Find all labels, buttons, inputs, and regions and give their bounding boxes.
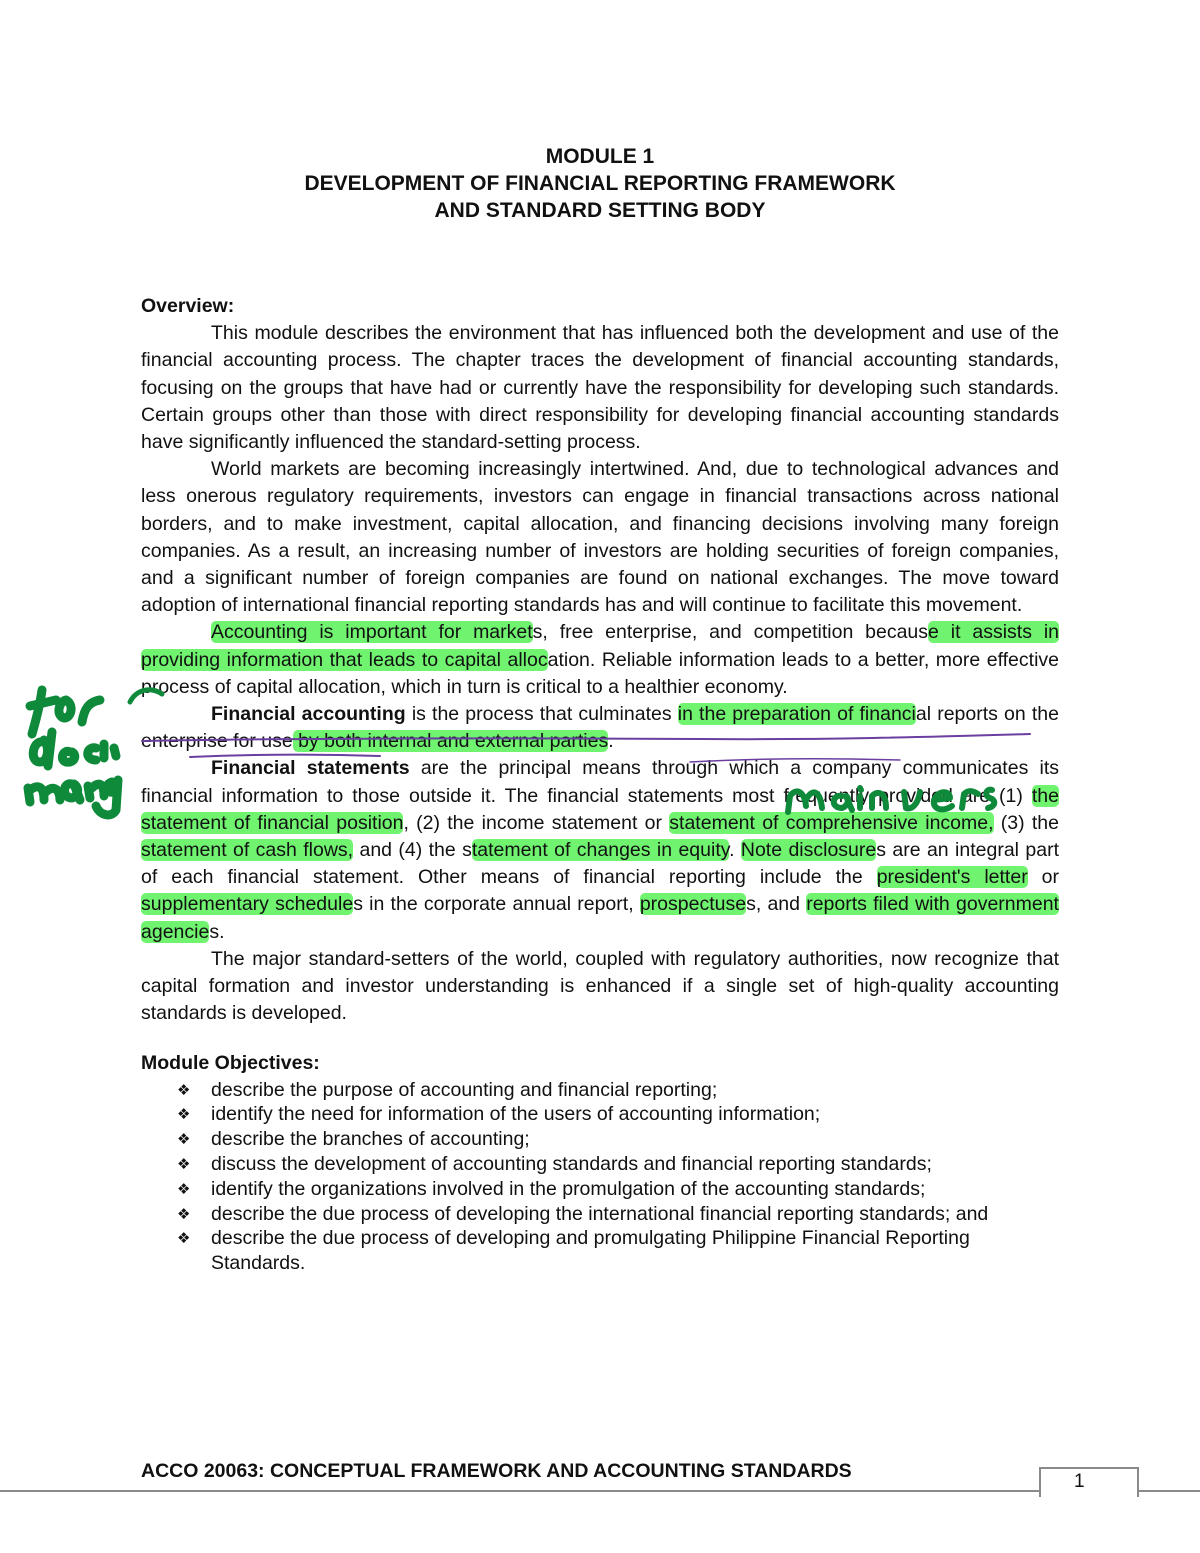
text-run: are the principal means through which a company communicates its financial information to those outside it. The financial statements most frequently provided are (1) <box>141 757 1059 807</box>
list-item <box>141 1226 1059 1276</box>
text-run: ation. Reliable information leads to a better, more effective process of capital allocation, which in turn is critical to a healthier economy. <box>141 648 1059 698</box>
objective-text: describe the branches of accounting; <box>211 1128 530 1151</box>
term-financial-statements: Financial statements <box>211 757 410 780</box>
text-run: and (4) the s <box>353 839 472 862</box>
text-run: s are an integral part of each financial statement. Other means of financial reporting include the <box>141 839 1059 889</box>
highlight: president's letter <box>876 866 1028 889</box>
highlight: e it assists in providing information that leads to capital alloc <box>141 621 1060 671</box>
document-title <box>0 143 1200 224</box>
overview-paragraph-5 <box>141 755 1059 945</box>
footer-rule <box>0 1490 1200 1492</box>
overview-paragraph-1: This module describes the environment that has influenced both the development and use of the financial accounting process. The chapter traces the development of financial accounting standards, focusing on the groups that have had or currently have the responsibility for developing such standards. Certain groups other than those with direct responsibility for developing financial accounting standards have significantly influenced the standard-setting process. <box>141 322 1059 454</box>
highlight: the statement of financial position <box>141 784 1059 834</box>
text-run: . <box>608 730 614 753</box>
highlight: Accounting is important for market <box>211 621 533 644</box>
term-financial-accounting: Financial accounting <box>211 703 406 726</box>
overview-paragraph-3 <box>141 619 1059 701</box>
document-body <box>141 293 1059 1276</box>
text-run: , (2) the income statement or <box>403 811 670 834</box>
footer-course-title: ACCO 20063: CONCEPTUAL FRAMEWORK AND ACCOUNTING STANDARDS <box>141 1460 852 1482</box>
text-run: or <box>1027 866 1060 889</box>
module-title-line-1: DEVELOPMENT OF FINANCIAL REPORTING FRAMEWORK <box>304 172 896 195</box>
overview-paragraph-4 <box>141 701 1059 755</box>
objectives-list <box>141 1078 1059 1276</box>
highlight: by both internal and external parties <box>292 730 609 753</box>
module-number: MODULE 1 <box>545 145 655 168</box>
list-item <box>141 1078 1059 1103</box>
objective-text: identify the need for information of the users of accounting information; <box>211 1103 821 1126</box>
highlight: in the preparation of financi <box>677 703 916 726</box>
diamond-bullet-icon: ❖ <box>177 1179 191 1198</box>
margin-note-for-decision-making <box>28 690 118 815</box>
list-item <box>141 1152 1059 1177</box>
text-run: s in the corporate annual report, <box>353 893 640 916</box>
diamond-bullet-icon: ❖ <box>177 1130 191 1149</box>
text-run: al reports on the enterprise for use <box>141 703 1059 753</box>
overview-heading: Overview: <box>141 295 235 317</box>
diamond-bullet-icon: ❖ <box>177 1155 191 1174</box>
highlight: Note disclosure <box>740 839 877 862</box>
diamond-bullet-icon: ❖ <box>177 1229 191 1248</box>
text-run: (3) the <box>993 811 1059 834</box>
overview-paragraph-2: World markets are becoming increasingly intertwined. And, due to technological advances and less onerous regulatory requirements, investors can engage in financial transactions across national borders, and to make investment, capital allocation, and financing decisions involving many foreign companies. As a result, an increasing number of investors are holding securities of foreign companies, and a significant number of foreign companies are found on national exchanges. The move toward adoption of international financial reporting standards has and will continue to facilitate this movement. <box>141 458 1059 617</box>
text-run: s. <box>209 920 225 943</box>
diamond-bullet-icon: ❖ <box>177 1080 191 1099</box>
text-run: s, free enterprise, and competition becaus <box>532 621 929 644</box>
list-item <box>141 1127 1059 1152</box>
objective-text: describe the due process of developing and promulgating Philippine Financial Reporting Standards. <box>211 1227 970 1275</box>
diamond-bullet-icon: ❖ <box>177 1105 191 1124</box>
objective-text: discuss the development of accounting standards and financial reporting standards; <box>211 1153 932 1176</box>
highlight: tatement of changes in equity <box>471 839 730 862</box>
text-run: . <box>729 839 741 862</box>
objectives-heading: Module Objectives: <box>141 1052 320 1075</box>
page-number: 1 <box>1074 1471 1085 1492</box>
text-run: s, and <box>746 893 807 916</box>
highlight: supplementary schedule <box>141 893 354 916</box>
objective-text: identify the organizations involved in the promulgation of the accounting standards; <box>211 1177 926 1200</box>
highlight: reports filed with government agencie <box>141 893 1059 943</box>
objective-text: describe the due process of developing the international financial reporting standards; and <box>211 1202 989 1225</box>
list-item <box>141 1102 1059 1127</box>
text-run: is the process that culminates <box>405 703 678 726</box>
overview-paragraph-6: The major standard-setters of the world, coupled with regulatory authorities, now recognize that capital formation and investor understanding is enhanced if a single set of high-quality accounting standards is developed. <box>141 947 1059 1025</box>
highlight: statement of cash flows, <box>141 839 354 862</box>
highlight: statement of comprehensive income, <box>669 811 994 834</box>
highlight: prospectuse <box>639 893 747 916</box>
module-title-line-2: AND STANDARD SETTING BODY <box>434 199 766 222</box>
list-item <box>141 1202 1059 1227</box>
page-number-box <box>1039 1467 1139 1497</box>
list-item <box>141 1177 1059 1202</box>
diamond-bullet-icon: ❖ <box>177 1204 191 1223</box>
objective-text: describe the purpose of accounting and financial reporting; <box>211 1078 718 1101</box>
